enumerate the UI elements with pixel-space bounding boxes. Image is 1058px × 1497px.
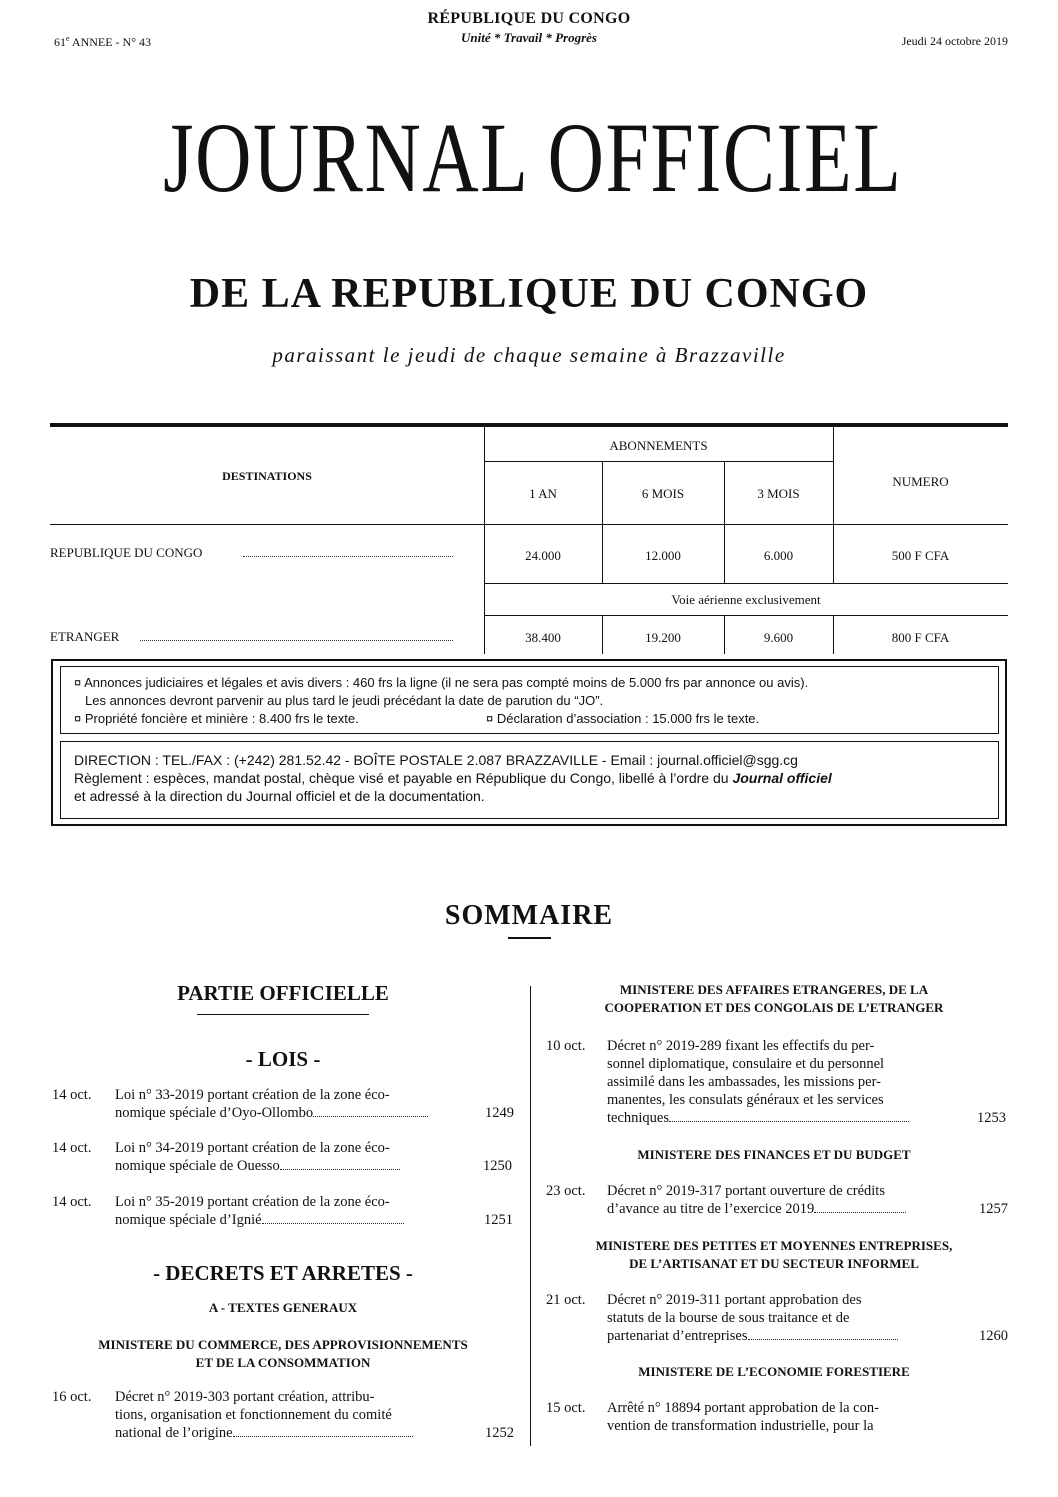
table-rule [484, 583, 1008, 584]
entry-page: 1253 [977, 1110, 1006, 1126]
entry-title: Loi n° 35-2019 portant création de la zone éco- [115, 1194, 390, 1210]
ministry-heading: ET DE LA CONSOMMATION [195, 1355, 371, 1370]
entry-title: tions, organisation et fonctionnement du comité [115, 1407, 392, 1423]
price-cell: 24.000 [525, 548, 561, 563]
entry-page: 1252 [485, 1425, 514, 1441]
numero-price: 500 F CFA [891, 548, 950, 563]
entry-title: Arrêté n° 18894 portant approbation de la con- [607, 1400, 879, 1416]
table-divider [724, 461, 725, 583]
republic-name: RÉPUBLIQUE DU CONGO [427, 10, 631, 27]
entry-page: 1260 [979, 1328, 1008, 1344]
price-cell: 6.000 [763, 548, 794, 563]
price-cell: 19.200 [645, 630, 681, 645]
entry-page: 1250 [483, 1158, 512, 1174]
entry-title: vention de transformation industrielle, pour la [607, 1418, 874, 1434]
numero-price: 800 F CFA [891, 630, 950, 645]
ministry-heading: MINISTERE DE L’ECONOMIE FORESTIERE [638, 1364, 910, 1379]
entry-title: statuts de la bourse de sous traitance et de [607, 1310, 850, 1326]
masthead-title: JOURNAL OFFICIEL [163, 102, 903, 213]
partie-officielle-title: PARTIE OFFICIELLE [177, 981, 389, 1005]
destinations-header: DESTINATIONS [222, 469, 312, 483]
leader-dots [140, 631, 453, 641]
payment-line: et adressé à la direction du Journal officiel et de la documentation. [74, 788, 485, 804]
issue-date: Jeudi 24 octobre 2019 [901, 34, 1008, 48]
journal-name: Journal officiel [732, 770, 832, 786]
issue-number: 61e ANNEE - N° 43 [54, 34, 152, 49]
masthead-subtitle: DE LA REPUBLIQUE DU CONGO [189, 271, 869, 317]
announcement-line: Les annonces devront parvenir au plus tard le jeudi précédant la date de parution du “JO”. [85, 693, 604, 708]
masthead-tagline: paraissant le jeudi de chaque semaine à Brazzaville [272, 343, 786, 367]
ministry-heading: COOPERATION ET DES CONGOLAIS DE L’ETRANGER [604, 1000, 944, 1015]
entry-page: 1249 [485, 1105, 514, 1121]
lois-title: - LOIS - [245, 1047, 321, 1071]
announcement-line: ¤ Déclaration d’association : 15.000 frs le texte. [486, 711, 760, 726]
ministry-heading: DE L’ARTISANAT ET DU SECTEUR INFORMEL [629, 1256, 919, 1271]
entry-page: 1251 [484, 1212, 513, 1228]
ministry-heading: MINISTERE DES PETITES ET MOYENNES ENTREPRISES, [595, 1238, 953, 1253]
airmail-note: Voie aérienne exclusivement [671, 592, 821, 607]
row-destination: REPUBLIQUE DU CONGO [50, 545, 203, 560]
entry-date: 23 oct. [546, 1183, 586, 1199]
entry-date: 15 oct. [546, 1400, 586, 1416]
table-header-rule [50, 524, 1008, 525]
table-rule [484, 461, 833, 462]
entry-date: 21 oct. [546, 1292, 586, 1308]
entry-title: Loi n° 33-2019 portant création de la zone éco- [115, 1087, 390, 1103]
entry-date: 14 oct. [52, 1140, 92, 1156]
entry-date: 14 oct. [52, 1087, 92, 1103]
period-1an: 1 AN [529, 486, 557, 501]
sommaire-title: SOMMAIRE [444, 900, 614, 931]
entry-title: nomique spéciale d’Ignié [115, 1212, 404, 1230]
section-underline [197, 1014, 369, 1015]
entry-title: Décret n° 2019-311 portant approbation des [607, 1292, 862, 1308]
numero-header: NUMERO [892, 474, 949, 489]
column-divider [530, 986, 531, 1446]
row-destination: ETRANGER [50, 629, 120, 644]
national-motto: Unité * Travail * Progrès [460, 30, 597, 45]
table-top-rule [50, 423, 1008, 427]
decrets-title: - DECRETS ET ARRETES - [153, 1261, 413, 1285]
entry-title: partenariat d’entreprises [607, 1328, 898, 1346]
entry-date: 10 oct. [546, 1038, 586, 1054]
entry-title: Loi n° 34-2019 portant création de la zone éco- [115, 1140, 390, 1156]
period-3mois: 3 MOIS [757, 486, 800, 501]
payment-line: Règlement : espèces, mandat postal, chèque visé et payable en République du Congo, libellé à l’ordre du Journal officiel [74, 770, 832, 786]
price-cell: 12.000 [645, 548, 681, 563]
textes-generaux-heading: A - TEXTES GENERAUX [208, 1300, 358, 1315]
price-cell: 9.600 [763, 630, 794, 645]
table-divider [602, 461, 603, 583]
entry-title: sonnel diplomatique, consulaire et du personnel [607, 1056, 885, 1072]
entry-title: d’avance au titre de l’exercice 2019 [607, 1201, 906, 1219]
entry-title: Décret n° 2019-289 fixant les effectifs du per- [607, 1038, 875, 1054]
entry-title: Décret n° 2019-303 portant création, attribu- [115, 1389, 375, 1405]
entry-title: nomique spéciale d’Oyo-Ollombo [115, 1105, 428, 1123]
table-rule [484, 615, 1008, 616]
ministry-heading: MINISTERE DES FINANCES ET DU BUDGET [637, 1147, 911, 1162]
entry-title: Décret n° 2019-317 portant ouverture de crédits [607, 1183, 885, 1199]
entry-date: 16 oct. [52, 1389, 92, 1405]
ministry-heading: MINISTERE DES AFFAIRES ETRANGERES, DE LA [619, 982, 929, 997]
price-cell: 38.400 [525, 630, 561, 645]
ministry-heading: MINISTERE DU COMMERCE, DES APPROVISIONNEMENTS [98, 1337, 468, 1352]
announcement-line: ¤ Annonces judiciaires et légales et avis divers : 460 frs la ligne (il ne sera pas compté moins de 5.000 frs par annonce ou avis). [74, 675, 809, 690]
leader-dots [243, 547, 453, 557]
entry-title: assimilé dans les ambassades, les missions per- [607, 1074, 881, 1090]
direction-contact: DIRECTION : TEL./FAX : (+242) 281.52.42 - BOÎTE POSTALE 2.087 BRAZZAVILLE - Email : journal.officiel@sgg.cg [74, 752, 798, 768]
entry-date: 14 oct. [52, 1194, 92, 1210]
announcement-line: ¤ Propriété foncière et minière : 8.400 frs le texte. [74, 711, 359, 726]
entry-title: manentes, les consulats généraux et les services [607, 1092, 884, 1108]
entry-page: 1257 [979, 1201, 1008, 1217]
entry-title: national de l’origine [115, 1425, 413, 1443]
entry-title: techniques [607, 1110, 909, 1128]
republic-header [330, 10, 728, 46]
table-divider [833, 427, 834, 654]
abonnements-header: ABONNEMENTS [609, 438, 708, 453]
entry-title: nomique spéciale de Ouesso [115, 1158, 400, 1176]
period-6mois: 6 MOIS [641, 486, 685, 501]
sommaire-underline [508, 937, 551, 939]
